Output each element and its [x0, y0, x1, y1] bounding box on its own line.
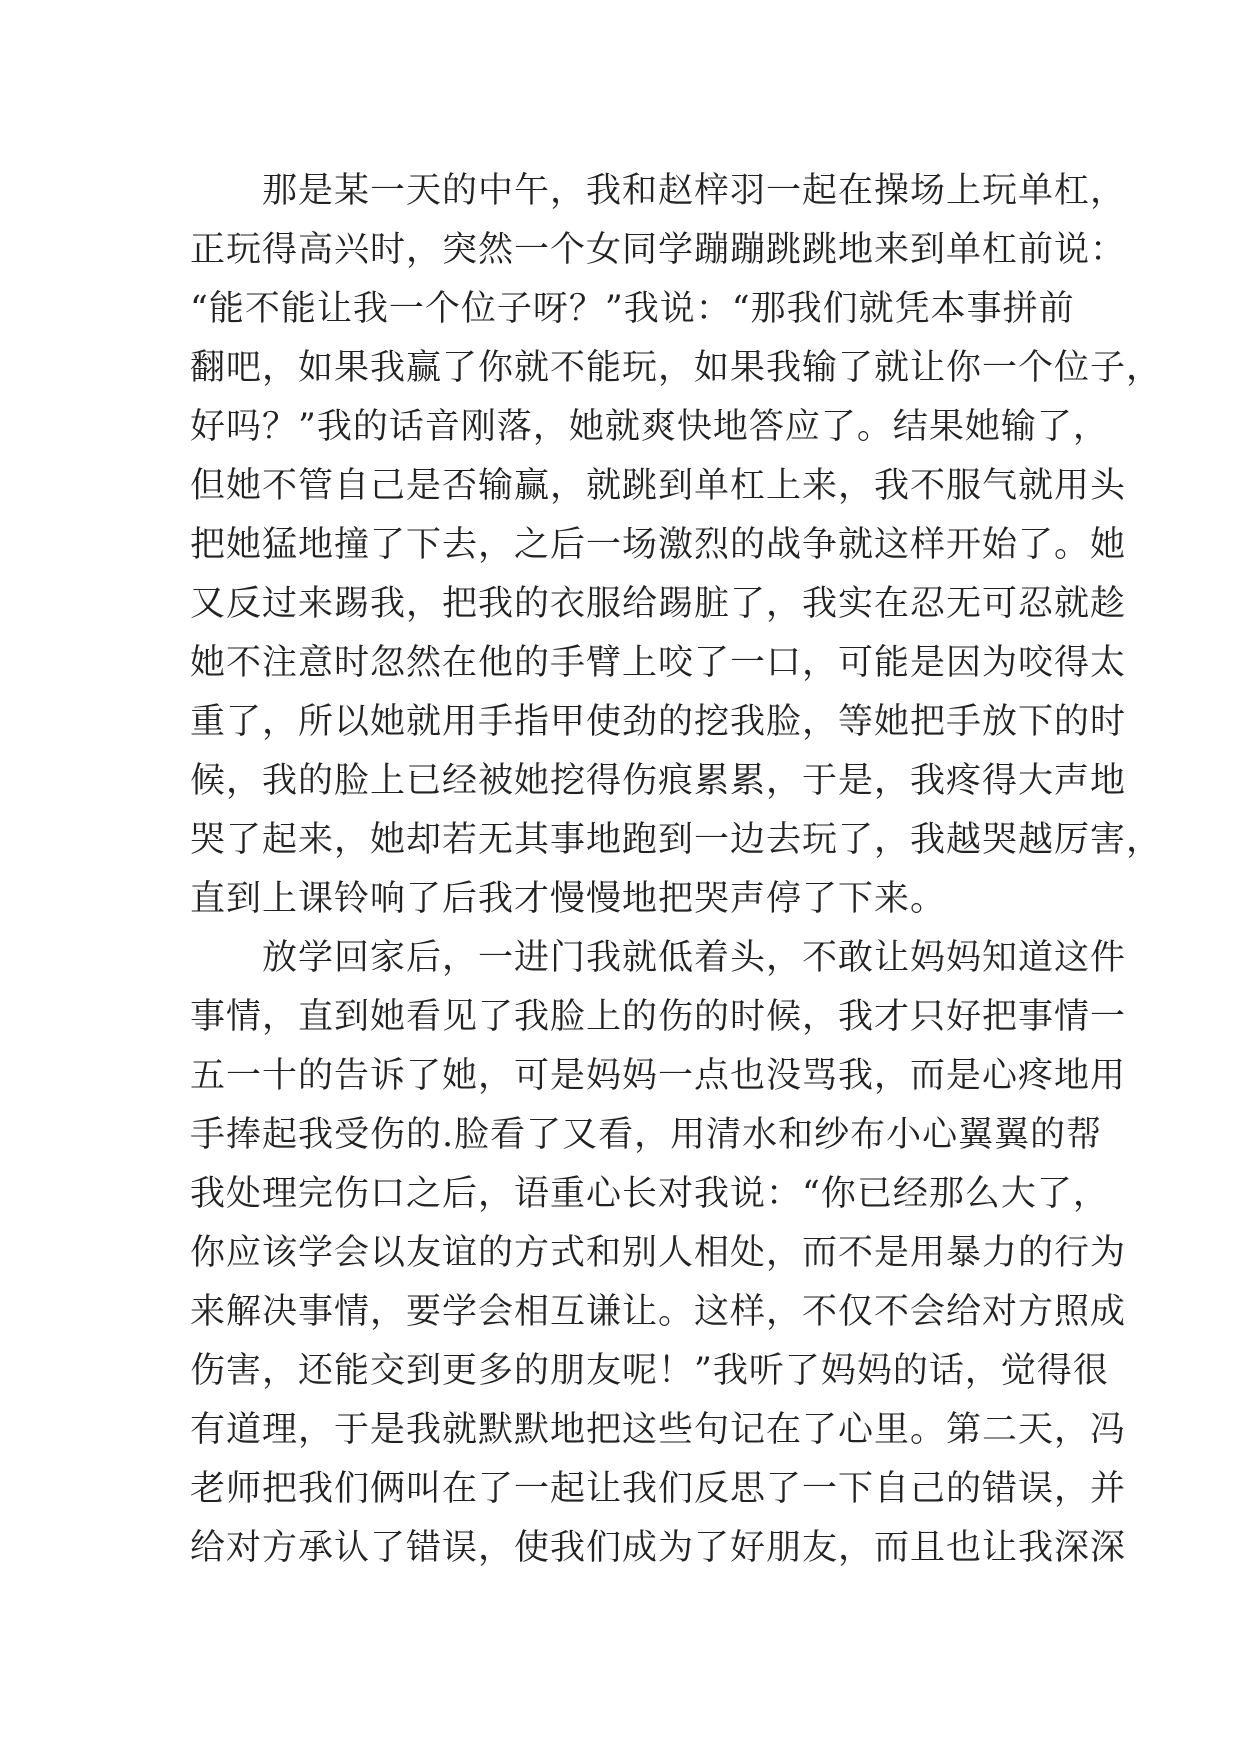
text-line: 手捧起我受伤的.脸看了又看，用清水和纱布小心翼翼的帮 — [190, 1115, 1103, 1155]
text-line: 翻吧，如果我赢了你就不能玩，如果我输了就让你一个位子， — [190, 348, 1163, 388]
text-line: 好吗？”我的话音刚落，她就爽快地答应了。结果她输了， — [190, 407, 1109, 447]
text-line: 正玩得高兴时，突然一个女同学蹦蹦跳跳地来到单杠前说： — [190, 230, 1127, 270]
text-line: 直到上课铃响了后我才慢慢地把哭声停了下来。 — [190, 879, 947, 919]
text-line: 伤害，还能交到更多的朋友呢！”我听了妈妈的话，觉得很 — [190, 1351, 1109, 1391]
text-line: 放学回家后，一进门我就低着头，不敢让妈妈知道这件 — [190, 938, 1127, 978]
text-line: 你应该学会以友谊的方式和别人相处，而不是用暴力的行为 — [190, 1233, 1127, 1273]
text-line: “能不能让我一个位子呀？”我说：“那我们就凭本事拼前 — [190, 289, 1075, 329]
text-line: 但她不管自己是否输赢，就跳到单杠上来，我不服气就用头 — [190, 466, 1127, 506]
essay-body — [190, 162, 1163, 1578]
text-line: 候，我的脸上已经被她挖得伤痕累累，于是，我疼得大声地 — [190, 761, 1127, 801]
text-line: 又反过来踢我，把我的衣服给踢脏了，我实在忍无可忍就趁 — [190, 584, 1127, 624]
text-line: 哭了起来，她却若无其事地跑到一边去玩了，我越哭越厉害， — [190, 820, 1163, 860]
text-line: 有道理，于是我就默默地把这些句记在了心里。第二天，冯 — [190, 1410, 1127, 1450]
text-line: 老师把我们俩叫在了一起让我们反思了一下自己的错误，并 — [190, 1469, 1127, 1509]
text-line: 她不注意时忽然在他的手臂上咬了一口，可能是因为咬得太 — [190, 643, 1127, 683]
text-line: 事情，直到她看见了我脸上的伤的时候，我才只好把事情一 — [190, 997, 1127, 1037]
text-line: 重了，所以她就用手指甲使劲的挖我脸，等她把手放下的时 — [190, 702, 1127, 742]
text-line: 我处理完伤口之后，语重心长对我说：“你已经那么大了， — [190, 1174, 1109, 1214]
text-line: 那是某一天的中午，我和赵梓羽一起在操场上玩单杠， — [190, 171, 1127, 211]
text-line: 五一十的告诉了她，可是妈妈一点也没骂我，而是心疼地用 — [190, 1056, 1127, 1096]
text-line: 给对方承认了错误，使我们成为了好朋友，而且也让我深深 — [190, 1528, 1127, 1568]
text-line: 把她猛地撞了下去，之后一场激烈的战争就这样开始了。她 — [190, 525, 1127, 565]
text-line: 来解决事情，要学会相互谦让。这样，不仅不会给对方照成 — [190, 1292, 1127, 1332]
